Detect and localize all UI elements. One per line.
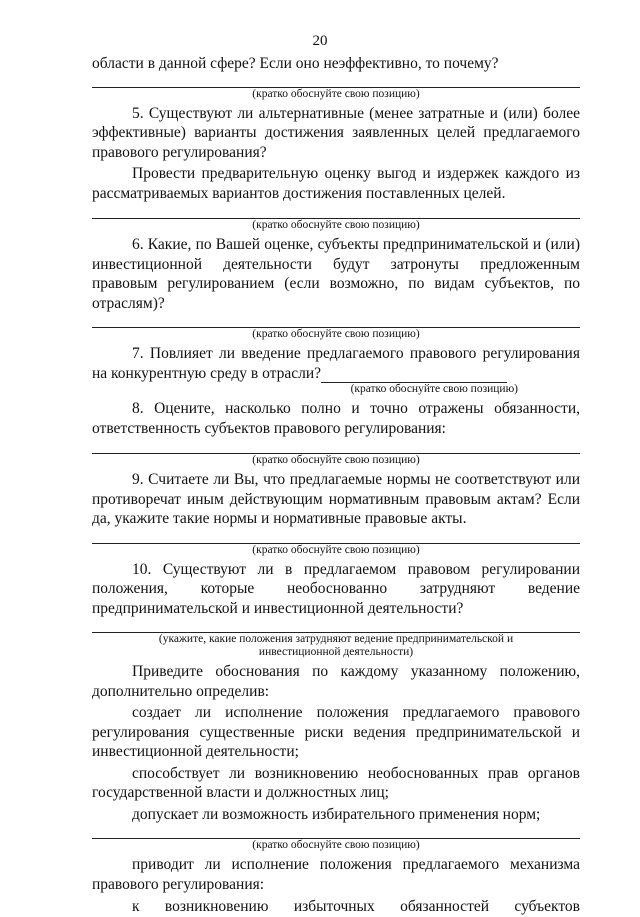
page-number: 20 [312,33,328,49]
answer-line[interactable] [92,205,580,219]
question-5: 5. Существуют ли альтернативные (менее затратные и (или) более эффективные) варианты достижения заявленных целей предлагаемого правового регулирования? [92,104,580,161]
question-10: 10. Существуют ли в предлагаемом правовом регулировании положения, которые необоснованно затрудняют ведение предпринимательской и инвестиционной деятельности? [92,560,580,617]
criterion-mechanism: приводит ли исполнение положения предлагаемого механизма правового регулирования: [92,856,580,893]
question-5-note: Провести предварительную оценку выгод и издержек каждого из рассматриваемых вариантов достижения поставленных целей. [92,165,580,202]
document-body [92,54,580,917]
question-8: 8. Оцените, насколько полно и точно отражены обязанности, ответственность субъектов правового регулирования: [92,400,580,437]
criterion-selective: допускает ли возможность избирательного применения норм; [132,805,541,823]
question-7-text: 7. Повлияет ли введение предлагаемого правового регулирования на конкурентную среду в отрасли? [92,345,580,382]
answer-caption: (кратко обоснуйте свою позицию) [252,543,420,556]
last-word-5: субъектов [514,898,580,915]
answer-line[interactable] [92,314,580,328]
answer-line[interactable] [92,825,580,839]
answer-caption-long: (укажите, какие положения затрудняют ведение предпринимательской и инвестиционной деятельности) [158,633,514,658]
answer-line[interactable] [92,619,580,633]
last-word-1: к [132,898,140,915]
last-line [92,897,580,917]
answer-line[interactable] [92,440,580,454]
answer-line[interactable] [92,530,580,544]
question-9: 9. Считаете ли Вы, что предлагаемые нормы не соответствуют или противоречат иным действующим нормативным правовым актам? Если да, укажите такие нормы и нормативные правовые акты. [92,471,580,527]
answer-caption: (кратко обоснуйте свою позицию) [252,839,420,851]
justification-intro: Приведите обоснования по каждому указанному положению, дополнительно определив: [92,663,580,700]
answer-caption: (кратко обоснуйте свою позицию) [252,328,420,340]
last-word-4: обязанностей [400,898,490,915]
criterion-risks: создает ли исполнение положения предлагаемого правового регулирования существенные риски ведения предпринимательской и инвестиционной деятельности; [92,704,580,760]
answer-caption: (кратко обоснуйте свою позицию) [252,219,420,231]
intro-text: области в данной сфере? Если оно неэффективно, то почему? [92,55,499,72]
question-7 [92,344,580,383]
inline-answer-line[interactable] [321,367,507,383]
criterion-rights: способствует ли возникновению необоснованных прав органов государственной власти и должностных лиц; [92,764,580,801]
answer-line[interactable] [92,74,580,88]
question-6: 6. Какие, по Вашей оценке, субъекты предпринимательской и (или) инвестиционной деятельности будут затронуты предложенным правовым регулированием (если возможно, по видам субъектов, по отраслям)? [92,236,580,312]
last-word-2: возникновению [164,898,269,915]
last-word-3: избыточных [293,898,375,915]
answer-caption: (кратко обоснуйте свою позицию) [252,87,420,100]
answer-caption: (кратко обоснуйте свою позицию) [350,383,518,395]
answer-caption: (кратко обоснуйте свою позицию) [252,454,420,466]
